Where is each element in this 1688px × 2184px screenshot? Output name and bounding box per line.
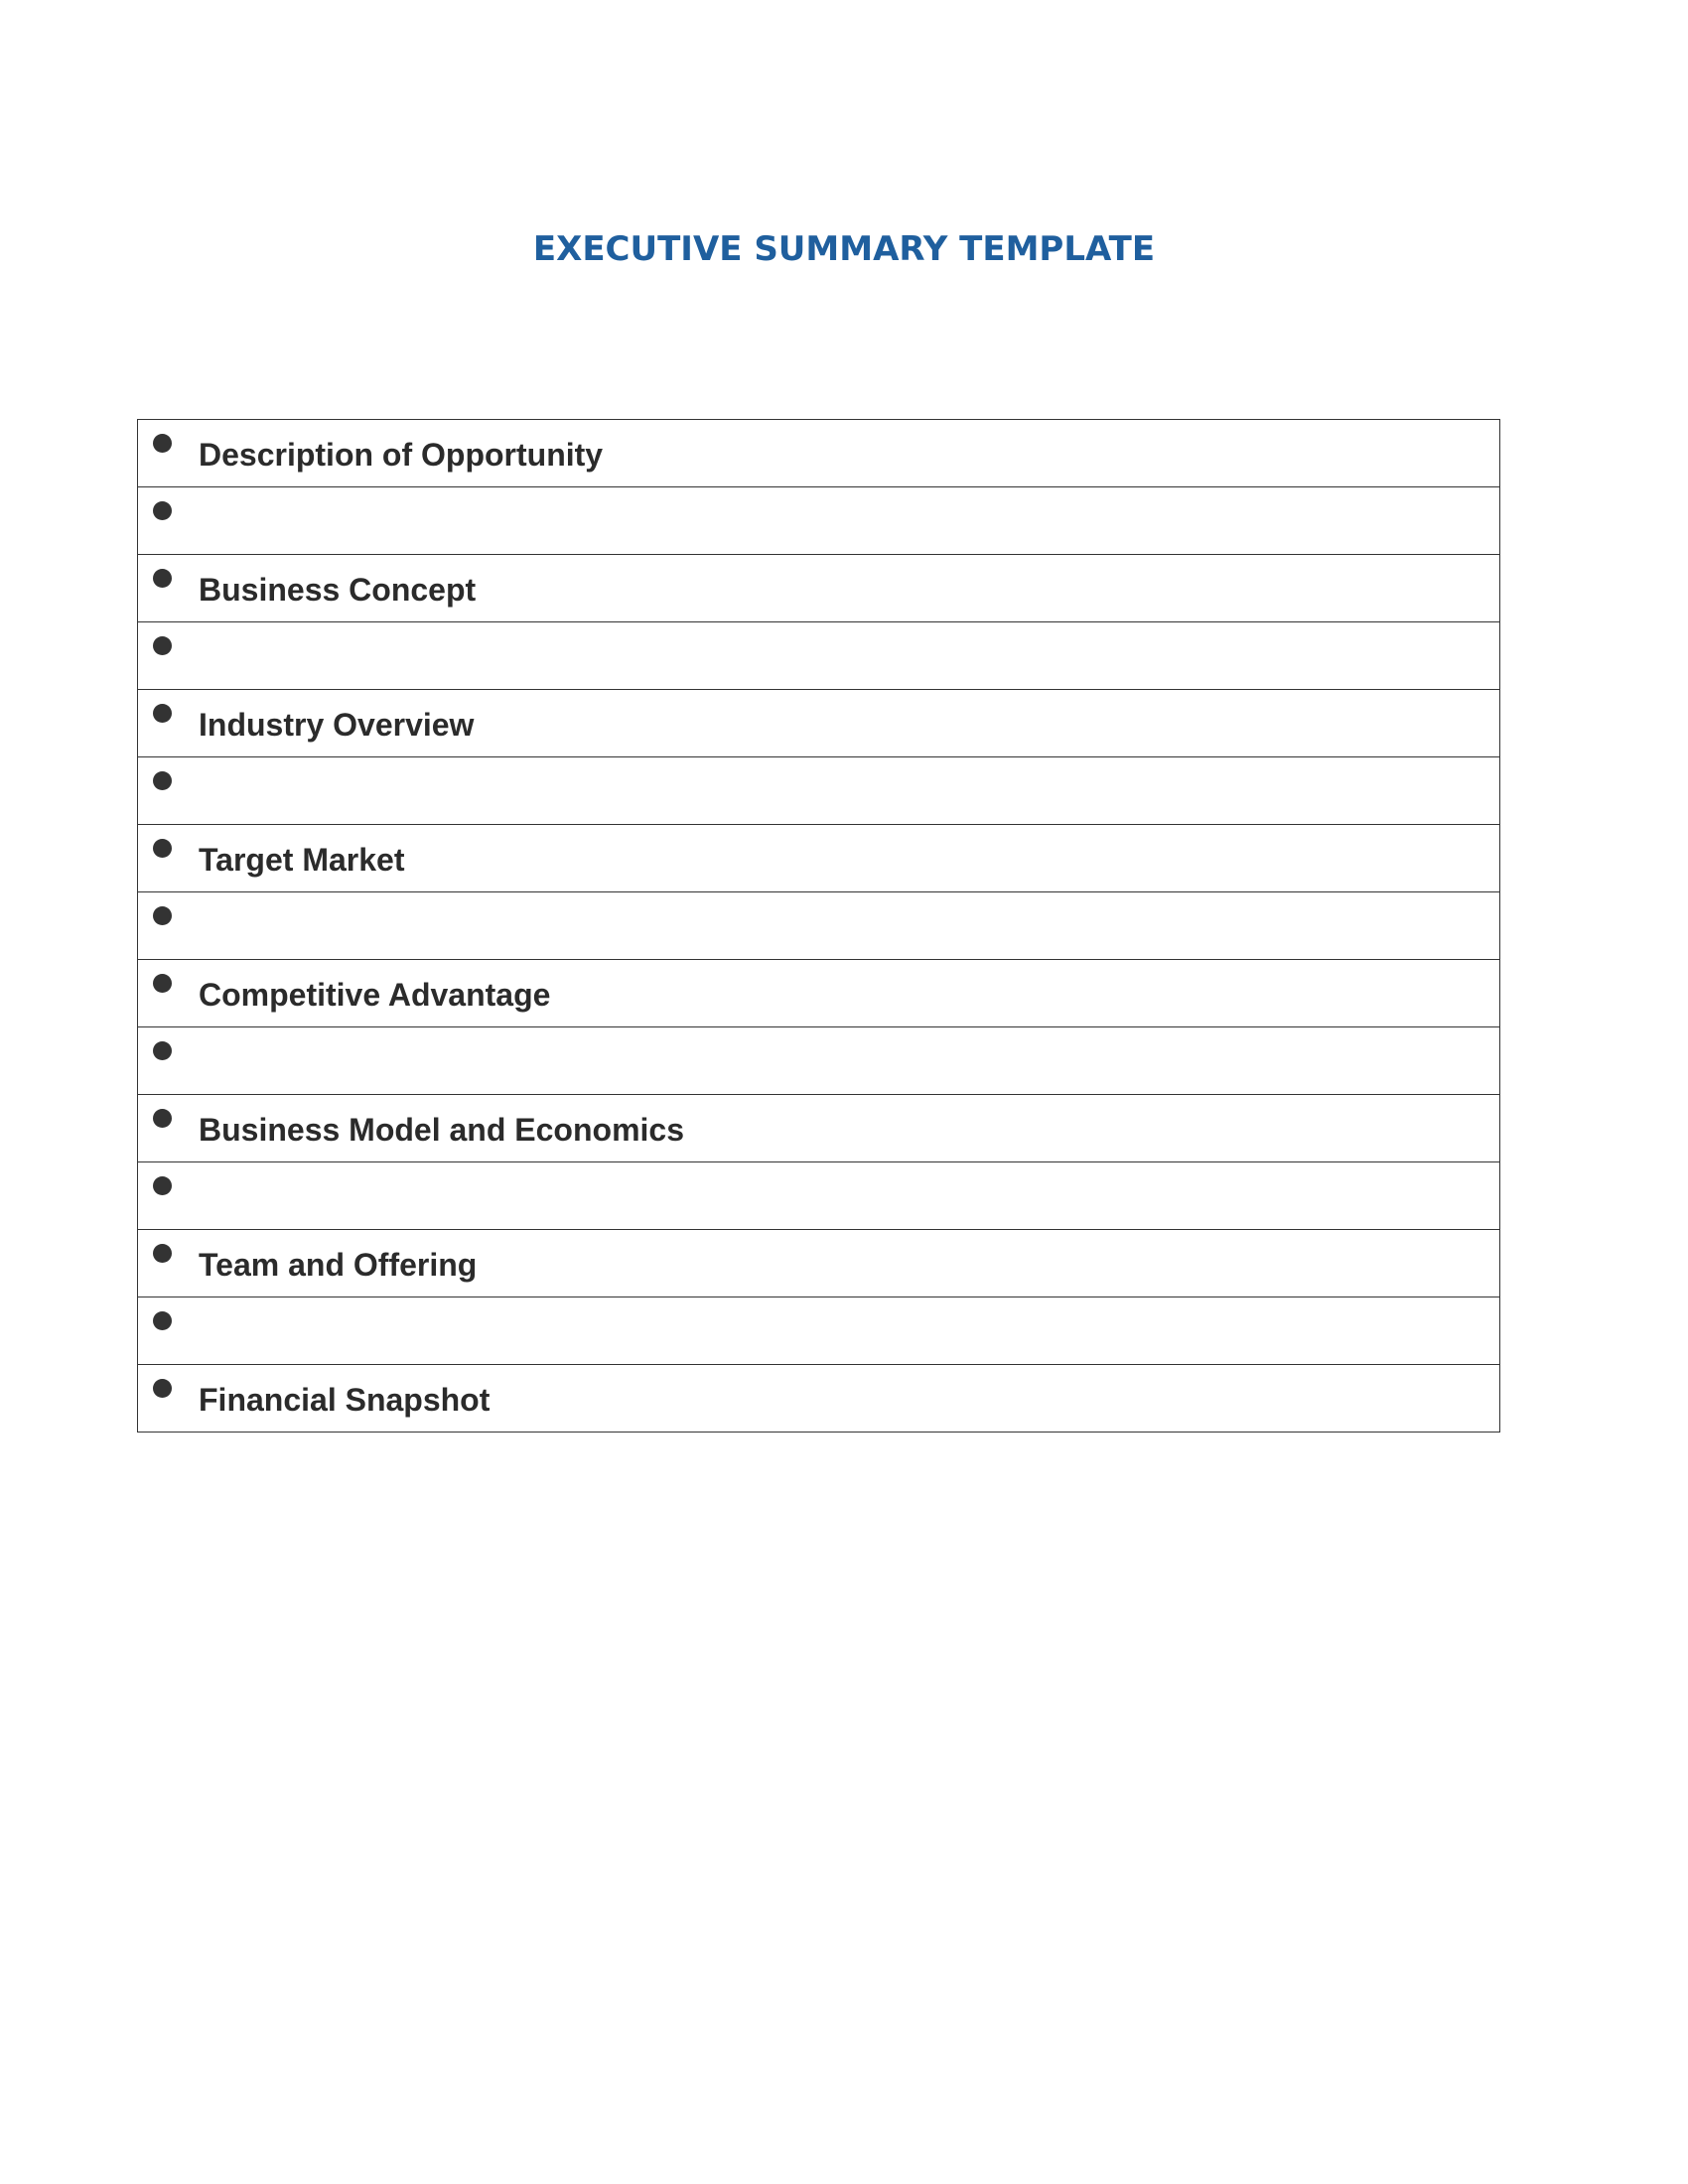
table-cell[interactable] (138, 622, 1500, 690)
row-label: Business Model and Economics (199, 1112, 684, 1148)
summary-table (137, 419, 1500, 1433)
table-row (138, 487, 1500, 555)
table-row (138, 555, 1500, 622)
table-cell[interactable] (138, 1230, 1500, 1297)
table-cell[interactable] (138, 1027, 1500, 1095)
table-cell[interactable] (138, 960, 1500, 1027)
table-cell[interactable] (138, 1297, 1500, 1365)
table-cell[interactable] (138, 1095, 1500, 1162)
bullet-icon (153, 839, 172, 858)
table-row (138, 1162, 1500, 1230)
table-row (138, 892, 1500, 960)
bullet-icon (153, 704, 172, 723)
row-label: Description of Opportunity (199, 437, 604, 473)
table-cell[interactable] (138, 1162, 1500, 1230)
bullet-icon (153, 1176, 172, 1195)
bullet-icon (153, 1379, 172, 1398)
table-row (138, 1027, 1500, 1095)
table-cell[interactable] (138, 1365, 1500, 1433)
bullet-icon (153, 501, 172, 520)
table-row (138, 1230, 1500, 1297)
table-row (138, 960, 1500, 1027)
table-row (138, 757, 1500, 825)
row-label: Industry Overview (199, 707, 475, 743)
bullet-icon (153, 1109, 172, 1128)
page-title: EXECUTIVE SUMMARY TEMPLATE (532, 229, 1156, 269)
bullet-icon (153, 771, 172, 790)
table-row (138, 420, 1500, 487)
table-cell[interactable] (138, 892, 1500, 960)
table-row (138, 1297, 1500, 1365)
table-cell[interactable] (138, 757, 1500, 825)
table-row (138, 690, 1500, 757)
row-label: Target Market (199, 842, 405, 878)
table-cell[interactable] (138, 487, 1500, 555)
bullet-icon (153, 1244, 172, 1263)
bullet-icon (153, 906, 172, 925)
bullet-icon (153, 1041, 172, 1060)
table-row (138, 622, 1500, 690)
bullet-icon (153, 434, 172, 453)
row-label: Competitive Advantage (199, 977, 551, 1013)
bullet-icon (153, 1311, 172, 1330)
row-label: Team and Offering (199, 1247, 478, 1283)
table-row (138, 825, 1500, 892)
table-cell[interactable] (138, 690, 1500, 757)
table-cell[interactable] (138, 420, 1500, 487)
bullet-icon (153, 569, 172, 588)
bullet-icon (153, 636, 172, 655)
table-cell[interactable] (138, 555, 1500, 622)
bullet-icon (153, 974, 172, 993)
table-cell[interactable] (138, 825, 1500, 892)
table-row (138, 1095, 1500, 1162)
row-label: Business Concept (199, 572, 477, 608)
row-label: Financial Snapshot (199, 1382, 491, 1418)
table-row (138, 1365, 1500, 1433)
